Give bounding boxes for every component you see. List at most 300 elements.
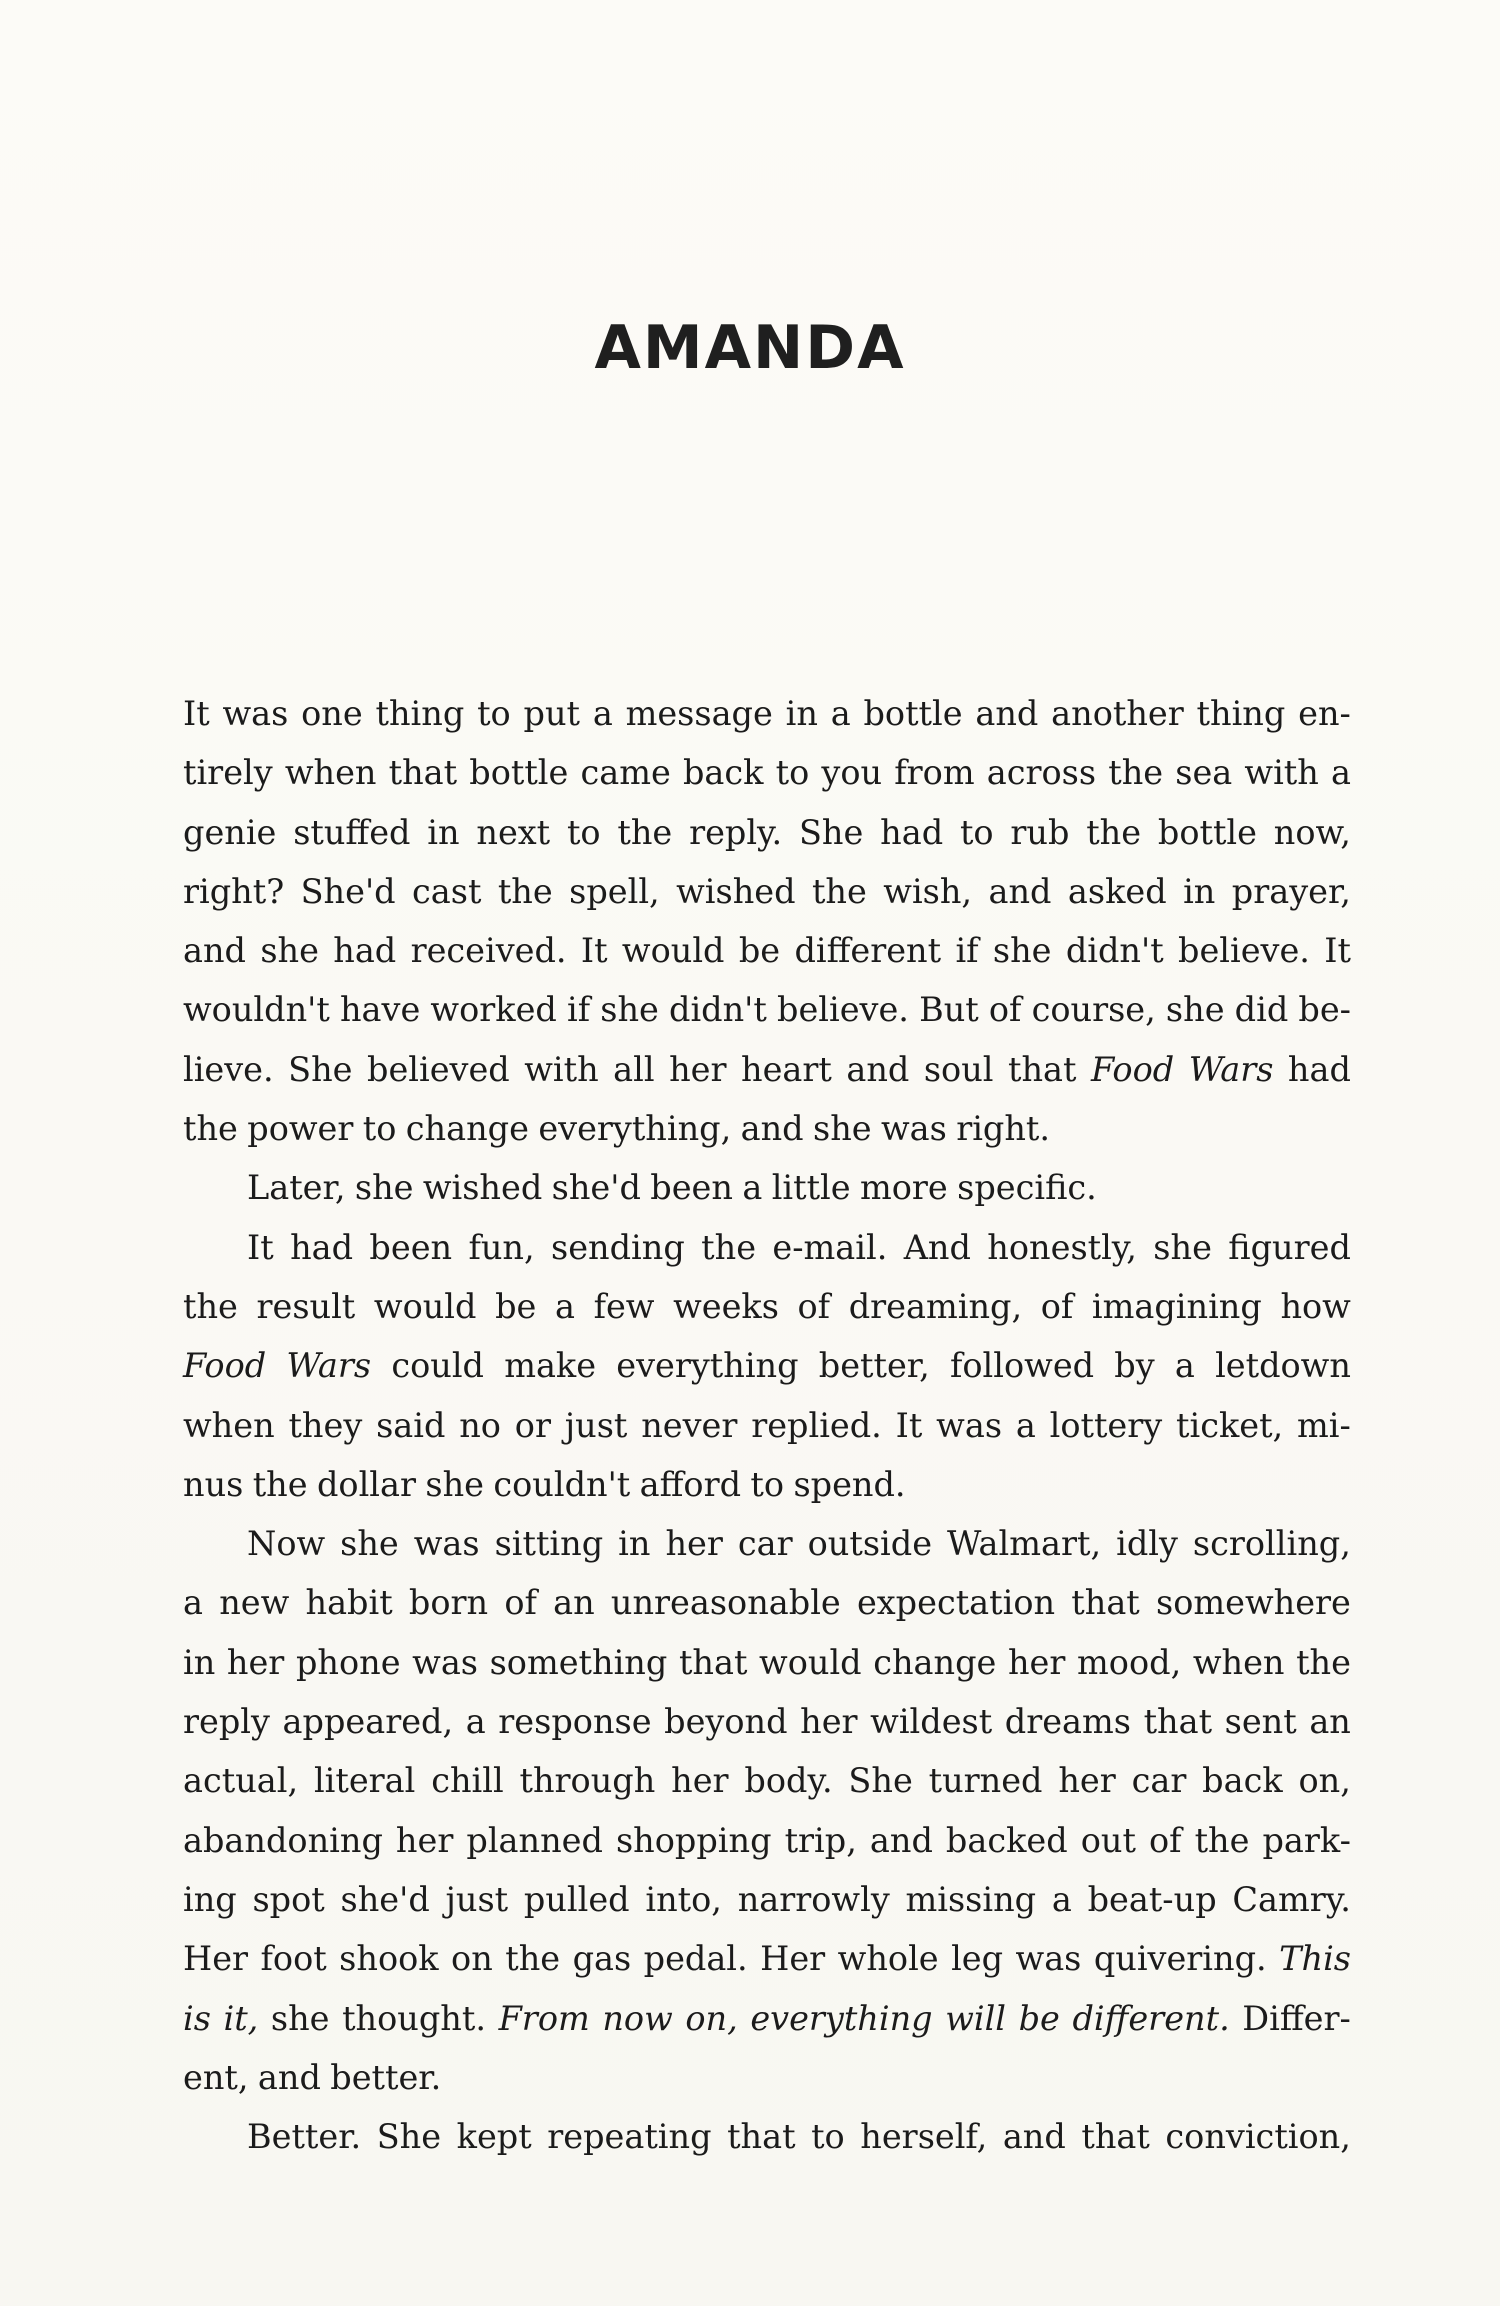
word: the [1194, 1820, 1250, 1860]
word: to [775, 753, 810, 793]
word: leg [951, 1939, 1004, 1979]
word: response [498, 1702, 652, 1742]
word: genie [183, 812, 277, 852]
text-line [183, 1396, 1351, 1455]
text-line [183, 980, 1351, 1039]
word: lieve. [183, 1049, 274, 1089]
text-line [183, 1218, 1351, 1277]
word: spot [252, 1879, 325, 1919]
word: better, [818, 1346, 930, 1386]
word: no [459, 1405, 501, 1445]
word: came [580, 753, 671, 793]
word: the [1086, 812, 1142, 852]
word: was [1015, 1939, 1082, 1979]
word: a [1174, 1346, 1195, 1386]
word: that [1143, 1702, 1213, 1742]
word: the [617, 812, 673, 852]
word: with [1244, 753, 1319, 793]
word: few [593, 1286, 655, 1326]
body-text [183, 684, 1351, 2166]
word: the [497, 871, 553, 911]
word: that [1071, 1583, 1140, 1623]
word: could [391, 1346, 484, 1386]
word: and [183, 931, 246, 971]
word: trip, [784, 1820, 857, 1860]
word: mood, [1077, 1642, 1182, 1682]
word: stuffed [293, 812, 411, 852]
word: foot [260, 1939, 327, 1979]
word: bottle [1157, 812, 1257, 852]
word: something [489, 1642, 668, 1682]
word: just [445, 1879, 509, 1919]
word: was [222, 694, 289, 733]
word: on, [685, 1998, 738, 2038]
word: chill [431, 1761, 504, 1801]
word: believed [367, 1049, 510, 1089]
word: backed [945, 1820, 1068, 1860]
word: couldn't [493, 1464, 631, 1504]
word: the [252, 1464, 308, 1504]
word: course, [1031, 990, 1156, 1030]
word: a [465, 1702, 486, 1742]
word: she [270, 1998, 330, 2038]
word: figured [1228, 1227, 1351, 1267]
word: did [1234, 990, 1289, 1030]
word: tirely [183, 753, 273, 793]
word: in [785, 694, 818, 733]
word: actual, [183, 1761, 299, 1801]
word: out [1080, 1820, 1136, 1860]
text-line [183, 2107, 1351, 2166]
word: She [288, 1049, 353, 1089]
word: would [621, 931, 725, 971]
word: right. [956, 1109, 1051, 1149]
text-line [183, 1692, 1351, 1751]
word: more [859, 1168, 948, 1208]
text-line [183, 1158, 1351, 1217]
word: It [183, 694, 210, 733]
word: followed [949, 1346, 1095, 1386]
word: Wars [1188, 1049, 1274, 1089]
word: the [505, 1939, 561, 1979]
word: that [678, 1642, 748, 1682]
word: Differ- [1242, 1998, 1351, 2038]
word: different [794, 931, 942, 971]
text-line [183, 921, 1351, 980]
word: beyond [664, 1702, 788, 1742]
word: better. [330, 2057, 442, 2097]
word: will [945, 1998, 1007, 2038]
word: whole [837, 1939, 939, 1979]
word: Now [247, 1524, 326, 1564]
word: unreasonable [610, 1583, 841, 1623]
word: rub [1010, 812, 1070, 852]
word: She'd [300, 871, 396, 911]
word: an [553, 1583, 595, 1623]
word: if [567, 990, 591, 1030]
word: dollar [316, 1464, 416, 1504]
word: Camry. [1232, 1879, 1351, 1919]
word: was [936, 1405, 1003, 1445]
word: a [1015, 1405, 1036, 1445]
word: the [811, 871, 867, 911]
text-line [183, 1336, 1351, 1395]
word: and [975, 694, 1039, 733]
word: abandoning [183, 1820, 383, 1860]
word: that [727, 2117, 796, 2157]
word: change [405, 1109, 529, 1149]
word: she [354, 1168, 414, 1208]
word: to [566, 812, 601, 852]
word: be [738, 931, 781, 971]
word: her [669, 1049, 727, 1089]
word: she'd [551, 1168, 641, 1208]
word: an [1309, 1702, 1351, 1742]
word: wished [422, 1168, 543, 1208]
text-line [183, 743, 1351, 802]
word: car [737, 1524, 793, 1564]
word: all [613, 1049, 655, 1089]
word: shook [339, 1939, 439, 1979]
word: appeared, [282, 1702, 454, 1742]
word: be [495, 1286, 537, 1326]
word: worked [430, 990, 557, 1030]
word: little [771, 1168, 851, 1208]
word: to [959, 812, 994, 852]
text-line [183, 1514, 1351, 1573]
word: result [256, 1286, 356, 1326]
word: she [992, 931, 1052, 971]
word: It [895, 1405, 923, 1445]
word: just [564, 1405, 628, 1445]
word: dreams [1004, 1702, 1131, 1742]
word: sending [551, 1227, 685, 1267]
word: in [427, 812, 460, 852]
word: right? [183, 871, 285, 911]
word: she'd [340, 1879, 430, 1919]
word: and [257, 2057, 321, 2097]
word: across [986, 753, 1097, 793]
word: through [519, 1761, 656, 1801]
word: kept [456, 2117, 532, 2157]
word: a [1331, 753, 1351, 793]
word: e-mail. [772, 1227, 888, 1267]
word: to [811, 2117, 845, 2157]
word: herself, [860, 2117, 988, 2157]
word: be- [1298, 990, 1351, 1030]
word: of [1148, 1820, 1182, 1860]
word: the [183, 1286, 238, 1326]
word: car [1131, 1761, 1187, 1801]
word: of [797, 1286, 831, 1326]
word: you [821, 753, 883, 793]
word: asked [1067, 871, 1167, 911]
word: sitting [494, 1524, 604, 1564]
word: weeks [673, 1286, 779, 1326]
word: never [641, 1405, 738, 1445]
word: been [369, 1227, 453, 1267]
word: Her [183, 1939, 249, 1979]
word: of [504, 1583, 537, 1623]
word: reply [183, 1702, 270, 1742]
word: by [1114, 1346, 1155, 1386]
word: But [919, 990, 979, 1030]
word: she [260, 931, 319, 971]
word: en- [1298, 694, 1351, 733]
word: everything [616, 1346, 799, 1386]
word: replied. [751, 1405, 882, 1445]
chapter-title: AMANDA [594, 313, 906, 383]
word: wish, [883, 871, 973, 911]
word: a [554, 1286, 575, 1326]
word: didn't [669, 990, 767, 1030]
word: bottle [863, 694, 963, 733]
word: And [903, 1227, 971, 1267]
word: bottle [469, 753, 569, 793]
word: they [288, 1405, 363, 1445]
word: her [226, 1642, 285, 1682]
word: afford [639, 1464, 742, 1504]
word: now, [1273, 812, 1351, 852]
word: would [759, 1642, 862, 1682]
word: her [665, 1524, 723, 1564]
word: thought. [342, 1998, 486, 2038]
word: had [333, 931, 397, 971]
word: sea [1175, 753, 1233, 793]
word: it, [223, 1998, 259, 2038]
word: literal [313, 1761, 416, 1801]
word: power [247, 1109, 354, 1149]
word: thing [1196, 694, 1286, 733]
word: when [183, 1405, 275, 1445]
word: everything, [538, 1109, 732, 1149]
word: beat-up [1087, 1879, 1217, 1919]
word: a [1051, 1879, 1072, 1919]
word: repeating [547, 2117, 712, 2157]
word: Food [183, 1346, 267, 1386]
word: soul [923, 1049, 994, 1089]
word: have [339, 990, 421, 1030]
text-line [183, 1989, 1351, 2048]
word: her [1058, 1761, 1116, 1801]
word: ing [183, 1879, 237, 1919]
word: ent, [183, 2057, 249, 2097]
word: if [955, 931, 979, 971]
word: was [880, 1109, 947, 1149]
word: reply. [689, 812, 783, 852]
word: that [1008, 1049, 1077, 1089]
word: her [800, 1702, 858, 1742]
word: thing [375, 694, 465, 733]
word: a [183, 1583, 203, 1623]
word: a [742, 1168, 763, 1208]
word: fun, [468, 1227, 535, 1267]
word: a [830, 694, 851, 733]
text-line [183, 803, 1351, 862]
word: on, [1298, 1761, 1351, 1801]
word: that [1081, 2117, 1150, 2157]
text-line [183, 1573, 1351, 1632]
word: now [602, 1998, 673, 2038]
word: and [740, 1109, 804, 1149]
word: on [451, 1939, 493, 1979]
text-line [183, 1633, 1351, 1692]
word: turned [928, 1761, 1043, 1801]
word: into, [645, 1879, 722, 1919]
word: that [388, 753, 458, 793]
word: specific. [957, 1168, 1097, 1208]
word: different. [1072, 1998, 1230, 2038]
word: This [1279, 1939, 1351, 1979]
word: back [1202, 1761, 1283, 1801]
word: She [848, 1761, 913, 1801]
word: the [1108, 753, 1164, 793]
text-line [183, 862, 1351, 921]
word: narrowly [737, 1879, 890, 1919]
word: be [1018, 1998, 1060, 2038]
text-line [183, 1099, 1351, 1158]
word: make [504, 1346, 597, 1386]
word: to [477, 694, 511, 733]
word: had [880, 812, 944, 852]
word: she [600, 990, 659, 1030]
word: Later, [247, 1168, 346, 1208]
word: habit [305, 1583, 393, 1623]
word: had [290, 1227, 354, 1267]
word: how [1280, 1286, 1351, 1326]
word: nus [183, 1464, 244, 1504]
word: wouldn't [183, 990, 330, 1030]
word: ticket, [1176, 1405, 1284, 1445]
word: spend. [793, 1464, 906, 1504]
word: didn't [1065, 931, 1164, 971]
word: said [376, 1405, 446, 1445]
word: quivering. [1093, 1939, 1267, 1979]
word: lottery [1049, 1405, 1163, 1445]
word: put [523, 694, 581, 733]
word: letdown [1215, 1346, 1351, 1386]
word: in [618, 1524, 651, 1564]
word: to [750, 1464, 785, 1504]
word: wished [676, 871, 796, 911]
word: She [798, 812, 864, 852]
word: conviction, [1165, 2117, 1351, 2157]
word: prayer, [1231, 871, 1351, 911]
word: was [412, 1642, 478, 1682]
word: another [1051, 694, 1184, 733]
word: Her [760, 1939, 826, 1979]
text-line [183, 1811, 1351, 1870]
word: or [514, 1405, 551, 1445]
word: in [183, 1642, 216, 1682]
word: next [476, 812, 551, 852]
word: with [524, 1049, 599, 1089]
word: the [1296, 1642, 1351, 1682]
word: the [183, 1109, 238, 1149]
text-line [183, 684, 1351, 743]
word: and [1002, 2117, 1066, 2157]
word: to [362, 1109, 397, 1149]
word: from [894, 753, 975, 793]
word: when [1192, 1642, 1285, 1682]
word: expectation [856, 1583, 1056, 1623]
word: Food [1091, 1049, 1175, 1089]
word: of [988, 990, 1022, 1030]
word: shopping [615, 1820, 772, 1860]
word: planned [466, 1820, 603, 1860]
word: of [1040, 1286, 1074, 1326]
word: She [376, 2117, 442, 2157]
word: believe. [1178, 931, 1310, 971]
word: born [408, 1583, 489, 1623]
word: she [425, 1464, 484, 1504]
word: she [1153, 1227, 1212, 1267]
word: pedal. [643, 1939, 748, 1979]
word: her [671, 1761, 729, 1801]
word: gas [572, 1939, 632, 1979]
word: scrolling, [1192, 1524, 1351, 1564]
word: a [592, 694, 613, 733]
word: It [580, 931, 608, 971]
word: she [340, 1524, 399, 1564]
word: new [219, 1583, 290, 1623]
word: and [846, 1049, 910, 1089]
word: Better. [247, 2117, 362, 2157]
text-line [183, 1040, 1351, 1099]
word: received. [410, 931, 567, 971]
word: and [988, 871, 1052, 911]
word: Walmart, [947, 1524, 1102, 1564]
word: From [498, 1998, 590, 2038]
word: dreaming, [848, 1286, 1023, 1326]
word: missing [905, 1879, 1037, 1919]
word: sent [1224, 1702, 1297, 1742]
word: body. [744, 1761, 833, 1801]
word: cast [412, 871, 482, 911]
word: one [301, 694, 363, 733]
word: spell, [569, 871, 660, 911]
word: idly [1116, 1524, 1178, 1564]
word: Wars [286, 1346, 372, 1386]
word: park- [1262, 1820, 1351, 1860]
text-line [183, 1929, 1351, 1988]
word: imagining [1091, 1286, 1262, 1326]
word: her [395, 1820, 454, 1860]
word: is [183, 1998, 211, 2038]
word: honestly, [987, 1227, 1137, 1267]
word: It [247, 1227, 274, 1267]
word: It [1324, 931, 1351, 971]
word: mi- [1297, 1405, 1351, 1445]
word: somewhere [1156, 1583, 1351, 1623]
word: in [1183, 871, 1216, 911]
word: pulled [523, 1879, 630, 1919]
word: had [1287, 1049, 1351, 1089]
word: change [873, 1642, 997, 1682]
text-line [183, 1455, 1351, 1514]
word: she [813, 1109, 872, 1149]
word: and [869, 1820, 933, 1860]
word: her [1007, 1642, 1066, 1682]
word: back [682, 753, 764, 793]
text-line [183, 2048, 1351, 2107]
word: was [413, 1524, 480, 1564]
word: the [701, 1227, 757, 1267]
word: would [373, 1286, 477, 1326]
text-line [183, 1751, 1351, 1810]
word: wildest [870, 1702, 993, 1742]
word: she [1165, 990, 1225, 1030]
